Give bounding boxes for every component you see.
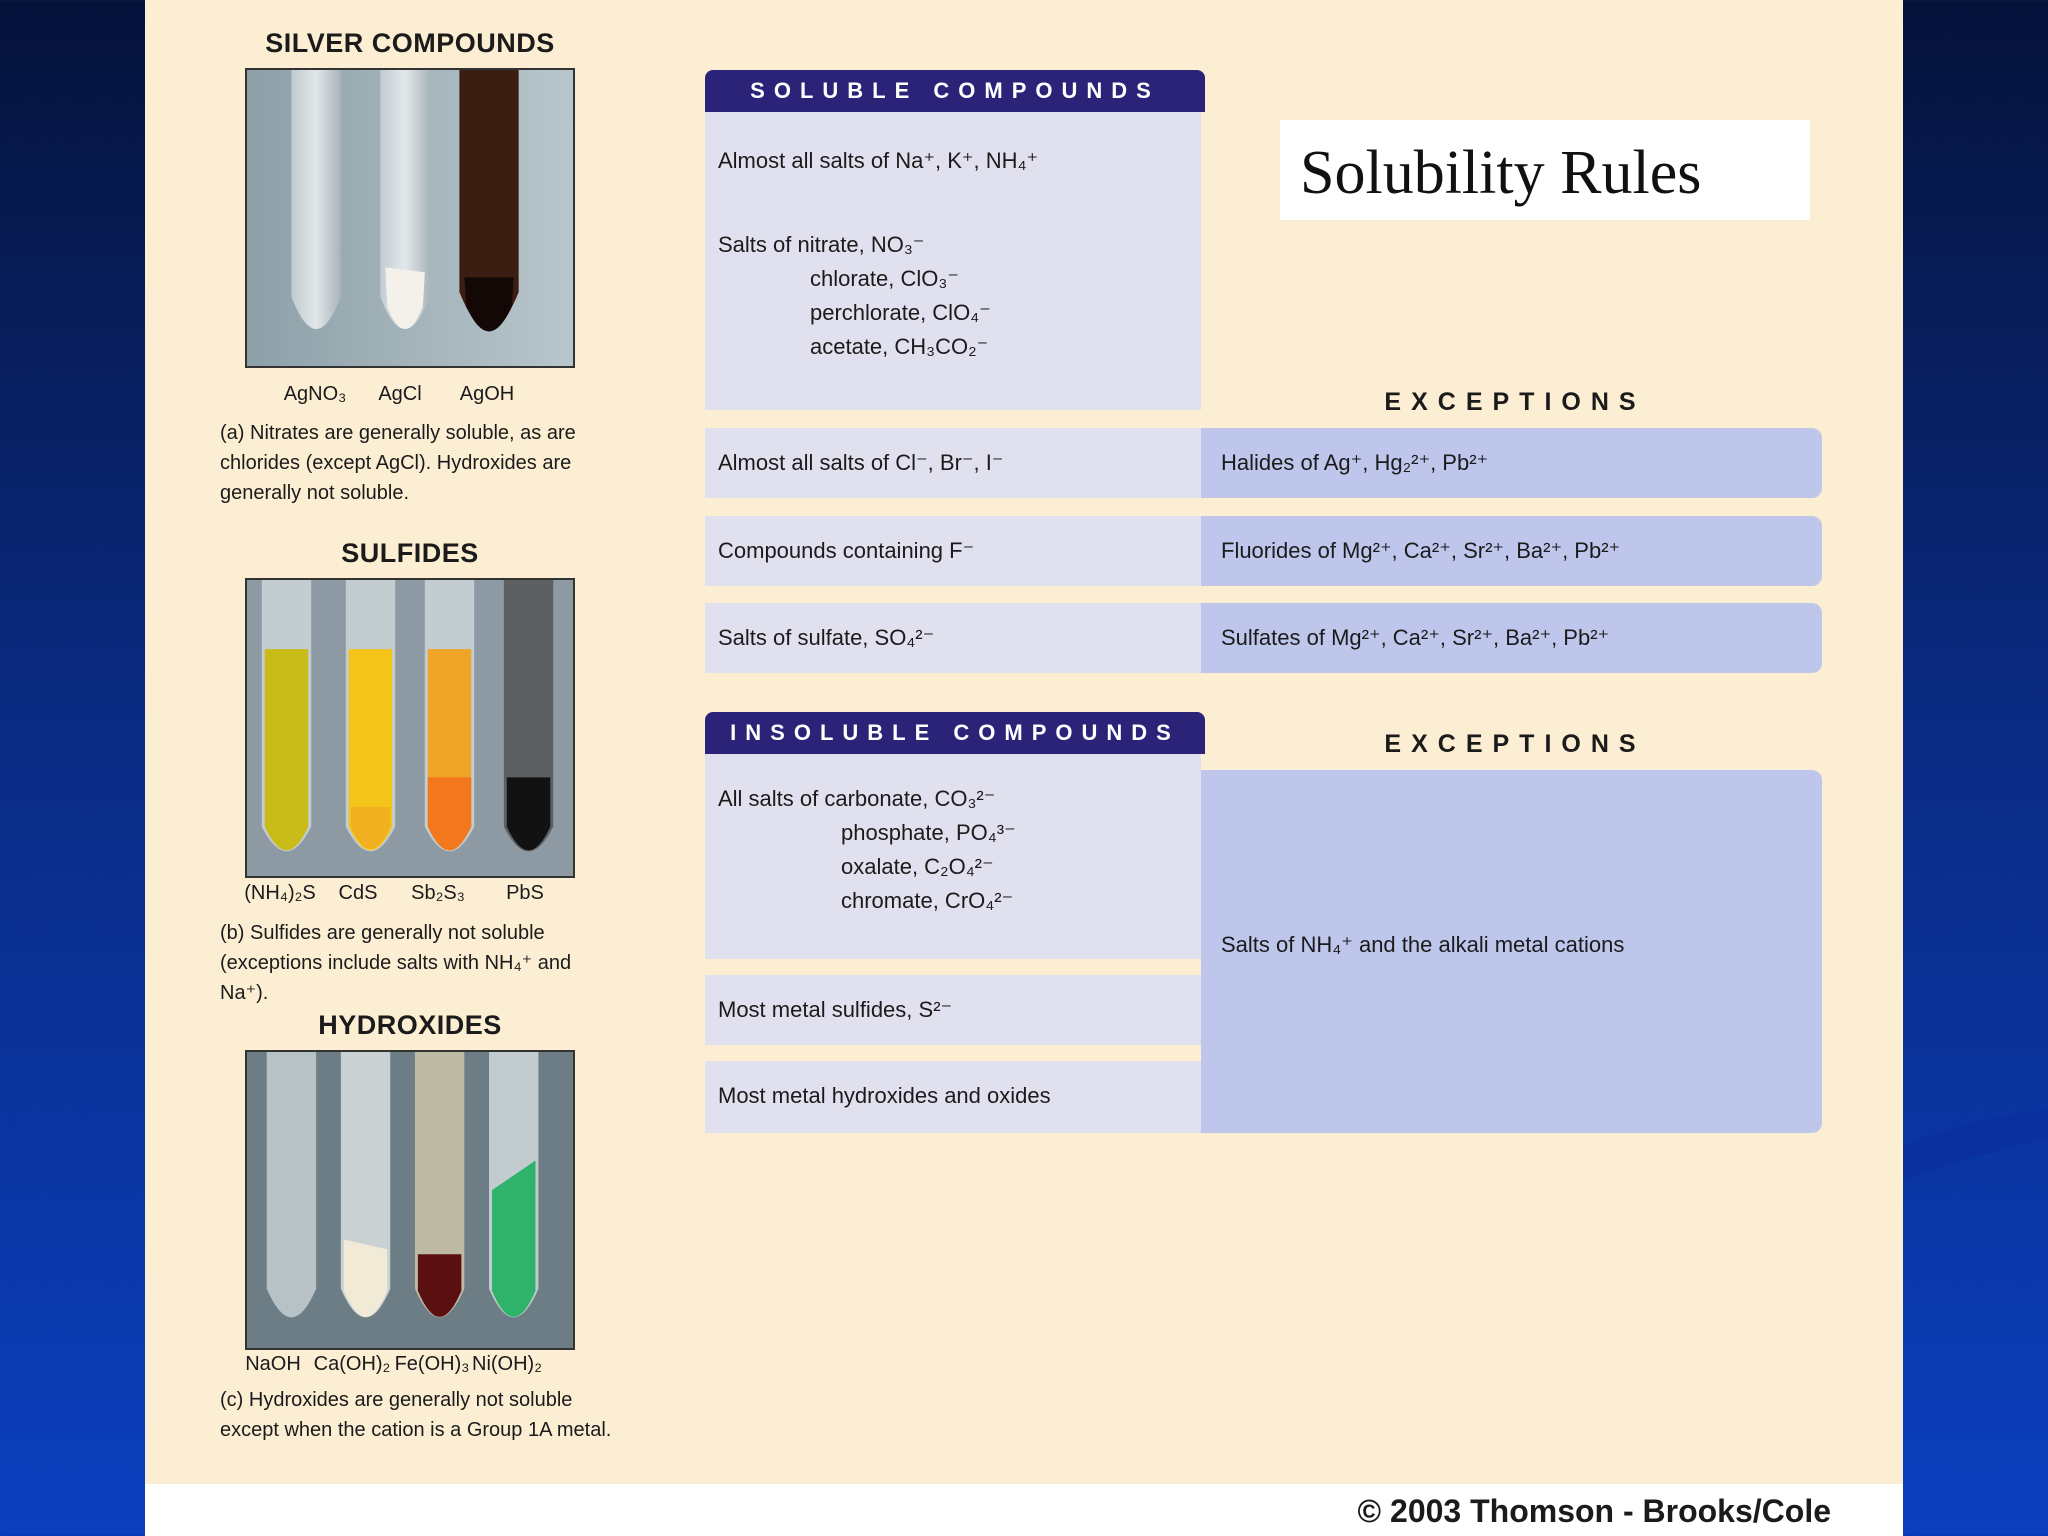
tube-label: Ni(OH)₂ (472, 1353, 542, 1375)
insoluble-compounds-header: INSOLUBLE COMPOUNDS (705, 712, 1205, 754)
soluble-compounds-header: SOLUBLE COMPOUNDS (705, 70, 1205, 112)
hydroxides-title: HYDROXIDES (318, 1010, 502, 1040)
soluble-rule-acetate: acetate, CH₃CO₂⁻ (810, 334, 989, 359)
tube-label: Fe(OH)₃ (394, 1353, 470, 1375)
insoluble-carbonate-cell (705, 754, 1201, 959)
sulfides-photo (245, 578, 575, 878)
exception-fluorides: Fluorides of Mg²⁺, Ca²⁺, Sr²⁺, Ba²⁺, Pb²⁺ (1201, 516, 1822, 586)
slide-title-box (1280, 120, 1810, 220)
insoluble-rule-phosphate: phosphate, PO₄³⁻ (841, 820, 1016, 845)
exception-sulfates: Sulfates of Mg²⁺, Ca²⁺, Sr²⁺, Ba²⁺, Pb²⁺ (1201, 603, 1822, 673)
soluble-rule-alkali: Almost all salts of Na⁺, K⁺, NH₄⁺ (718, 148, 1039, 173)
tube-label: AgOH (459, 383, 515, 405)
silver-compounds-photo (245, 68, 575, 368)
copyright: © 2003 Thomson - Brooks/Cole (1357, 1493, 1831, 1529)
insoluble-rule-hydroxides: Most metal hydroxides and oxides (705, 1061, 1201, 1133)
soluble-rule-halides: Almost all salts of Cl⁻, Br⁻, I⁻ (705, 428, 1201, 498)
soluble-rule-nitrate: Salts of nitrate, NO₃⁻ (718, 232, 925, 257)
exception-halides: Halides of Ag⁺, Hg₂²⁺, Pb²⁺ (1201, 428, 1822, 498)
tube-label: PbS (506, 882, 544, 904)
tube-label: NaOH (245, 1353, 301, 1375)
tube-label: CdS (338, 882, 378, 904)
slide (145, 0, 1903, 1536)
silver-caption: (a) Nitrates are generally soluble, as are chlorides (except AgCl). Hydroxides are generally not soluble. (220, 422, 576, 504)
slide-title: Solubility Rules (1300, 139, 1702, 207)
insoluble-rule-oxalate: oxalate, C₂O₄²⁻ (841, 854, 994, 879)
soluble-rule-perchlorate: perchlorate, ClO₄⁻ (810, 300, 991, 325)
insoluble-rule-sulfides: Most metal sulfides, S²⁻ (705, 975, 1201, 1045)
tube-label: AgNO₃ (283, 383, 347, 405)
tube-label: Sb₂S₃ (411, 882, 465, 904)
insoluble-rule-carbonate: All salts of carbonate, CO₃²⁻ (718, 786, 996, 811)
silver-tube-labels (215, 383, 615, 413)
insoluble-exceptions-header: EXCEPTIONS (1384, 730, 1646, 758)
sulfides-title: SULFIDES (341, 538, 479, 568)
tube-label: (NH₄)₂S (244, 882, 316, 904)
silver-compounds-title: SILVER COMPOUNDS (265, 28, 555, 58)
soluble-exceptions-header: EXCEPTIONS (1384, 388, 1646, 416)
soluble-rule-chlorate: chlorate, ClO₃⁻ (810, 266, 959, 291)
tube-label: AgCl (378, 383, 422, 405)
hydroxides-caption: (c) Hydroxides are generally not soluble except when the cation is a Group 1A metal. (220, 1389, 612, 1441)
soluble-rule-fluorides: Compounds containing F⁻ (705, 516, 1201, 586)
hydroxides-photo (245, 1050, 575, 1350)
soluble-rule-sulfates: Salts of sulfate, SO₄²⁻ (705, 603, 1201, 673)
soluble-alkali-nitrate-cell (705, 112, 1201, 410)
hydroxides-tube-labels (215, 1353, 615, 1383)
insoluble-rule-chromate: chromate, CrO₄²⁻ (841, 888, 1014, 913)
tube-label: Ca(OH)₂ (313, 1353, 391, 1375)
sulfides-tube-labels (215, 882, 615, 912)
sulfides-caption: (b) Sulfides are generally not soluble (exceptions include salts with NH₄⁺ and Na⁺). (220, 922, 572, 1004)
exception-alkali-cations: Salts of NH₄⁺ and the alkali metal cations (1201, 770, 1822, 1133)
